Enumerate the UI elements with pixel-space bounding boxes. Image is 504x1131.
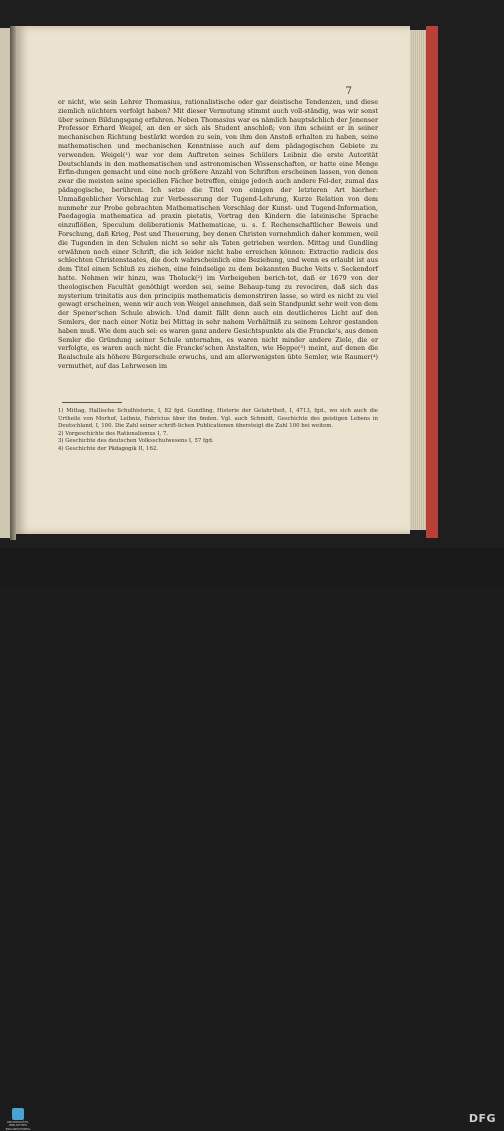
footnote-3: 3) Geschichte des deutschen Volksschulwesens I, 57 fgd. [58,438,214,445]
footnote-separator [62,402,122,403]
library-logo-text: UNIVERSITÄTS-BIBLIOTHEK BRAUNSCHWEIG [5,1120,31,1131]
red-cover-edge [426,26,438,538]
library-logo-icon [12,1108,24,1120]
main-text-block: er nicht, wie sein Lehrer Thomasius, rationalistische oder gar deistische Tendenzen, und diese ziemlich nüchtern verfolgt haben? Mit dieser Vermutung stimmt auch voll-ständig, was wir sonst über seinen Bildungsgang erfahren. Neben Thomasius war es nämlich hauptsächlich der Jenenser Professor Erhard Weigel, an den er sich als Student anschloß; von ihm scheint er in seiner mechanischen Richtung bestärkt worden zu sein, von ihm den Anstoß erhalten zu haben, seine mathematischen und mechanischen Kenntnisse auch auf dem pädagogischen Gebiete zu verwenden. Weigel(¹) war vor dem Auftreten seines Schülers Leibniz die erste Autorität Deutschlands in den mathematischen und astronomischen Wissenschaften, er hatte eine Menge Erfin-dungen gemacht und eine noch größere Anzahl von Schriften erscheinen lassen, von denen zwar die meisten seine speciellen Fächer betreffen, einige jedoch auch andere Fel-der, zumal das pädagogische, berühren. Ich setze die Titel von einigen der letzteren Art hierher: Unmaßgeblicher Vorschlag zur Verbesserung der Tugend-Lehrung, Kurze Relation von dem nunmehr zur Probe gebrachten Mathematischen Vorschlag der Kunst- und Tugend-Information, Paedagogia mathematica ad praxin pietatis, Vortrag den Kindern die lateinische Sprache einzuflößen, Speculum deliberationis Mathematicae, u. s. f. Rechenschaftlicher Beweis und Forschung, daß Krieg, Pest und Theuerung, bey denen Christen vornehmlich daher kommen, weil die Tugenden in den Schulen nicht so sehr als Taten getrieben werden. Mittag und Gundling erwähnen noch einer Schrift, die ich leider nicht habe erreichen können: Extractio radicis des schlechten Christenstaates, die doch wahrscheinlich eine Beziehung, und wenn es erlaubt ist aus dem Titel einen Schluß zu ziehen, eine feindselige zu dem bekannten Buche Veits v. Seckendorf hatte. Nehmen wir hinzu, was Tholuck(²) im Vorbeigehen berich-tet, daß er 1679 von der theologischen Facultät genöthigt worden sei, seine Behaup-tung zu revociren, daß sich das mysterium trinitatis aus den principiis mathematicis demonstriren lasse, so wird es nicht zu viel gewagt erscheinen, wenn wir auch von Weigel annehmen, daß sein Standpunkt sehr weit von dem der Spener'schen Schule abwich. Und damit fällt denn auch ein deutlicheres Licht auf den Semlers, der nach einer Notiz bei Mittag in sehr nahem Verhältniß zu seinem Lehrer gestanden haben muß. Wie dem auch sei: es waren ganz andere Gesichtspunkte als die Francke's, aus denen Semler die Gründung seiner Schule unternahm, es waren nicht minder andere Ziele, die er verfolgte, es waren auch nicht die Francke'schen Anstalten, wie Heppe(³) meint, auf denen die Realschule als höhere Bürgerschule erwuchs, und am allerwenigsten übte Semler, wie Raumer(⁴) vermuthet, auf das Lehrwesen im [58,98,378,370]
left-page-edge [0,28,10,538]
scanned-book-spread [0,0,504,548]
viewer-footer-bar [0,548,504,1131]
library-logo [4,1108,32,1131]
page-stack-edge [410,30,426,530]
footnote-4: 4) Geschichte der Pädagogik II, 162. [58,445,159,452]
footnote-2: 2) Vorgeschichte des Rationalismus I, 7. [58,430,168,437]
page-number: 7 [345,86,352,97]
footnotes-block [58,408,378,454]
footnote-1: 1) Mittag, Hallische Schulhistorie, I, 82 fgd. Gundling, Historie der Gelahrtheit, I, 4713, fgd., wo sich auch die Urtheile von Morhof, Leibniz, Fabricius über ihn finden. Vgl. auch Schmidt, Geschichte des geistigen Lebens in Deutschland, I, 100. Die Zahl seiner schrift-lichen Publicationen übersteigt die Zahl 100 bei weitem. [58,408,378,430]
dfg-logo: DFG [468,1112,496,1125]
book-page [16,26,410,534]
